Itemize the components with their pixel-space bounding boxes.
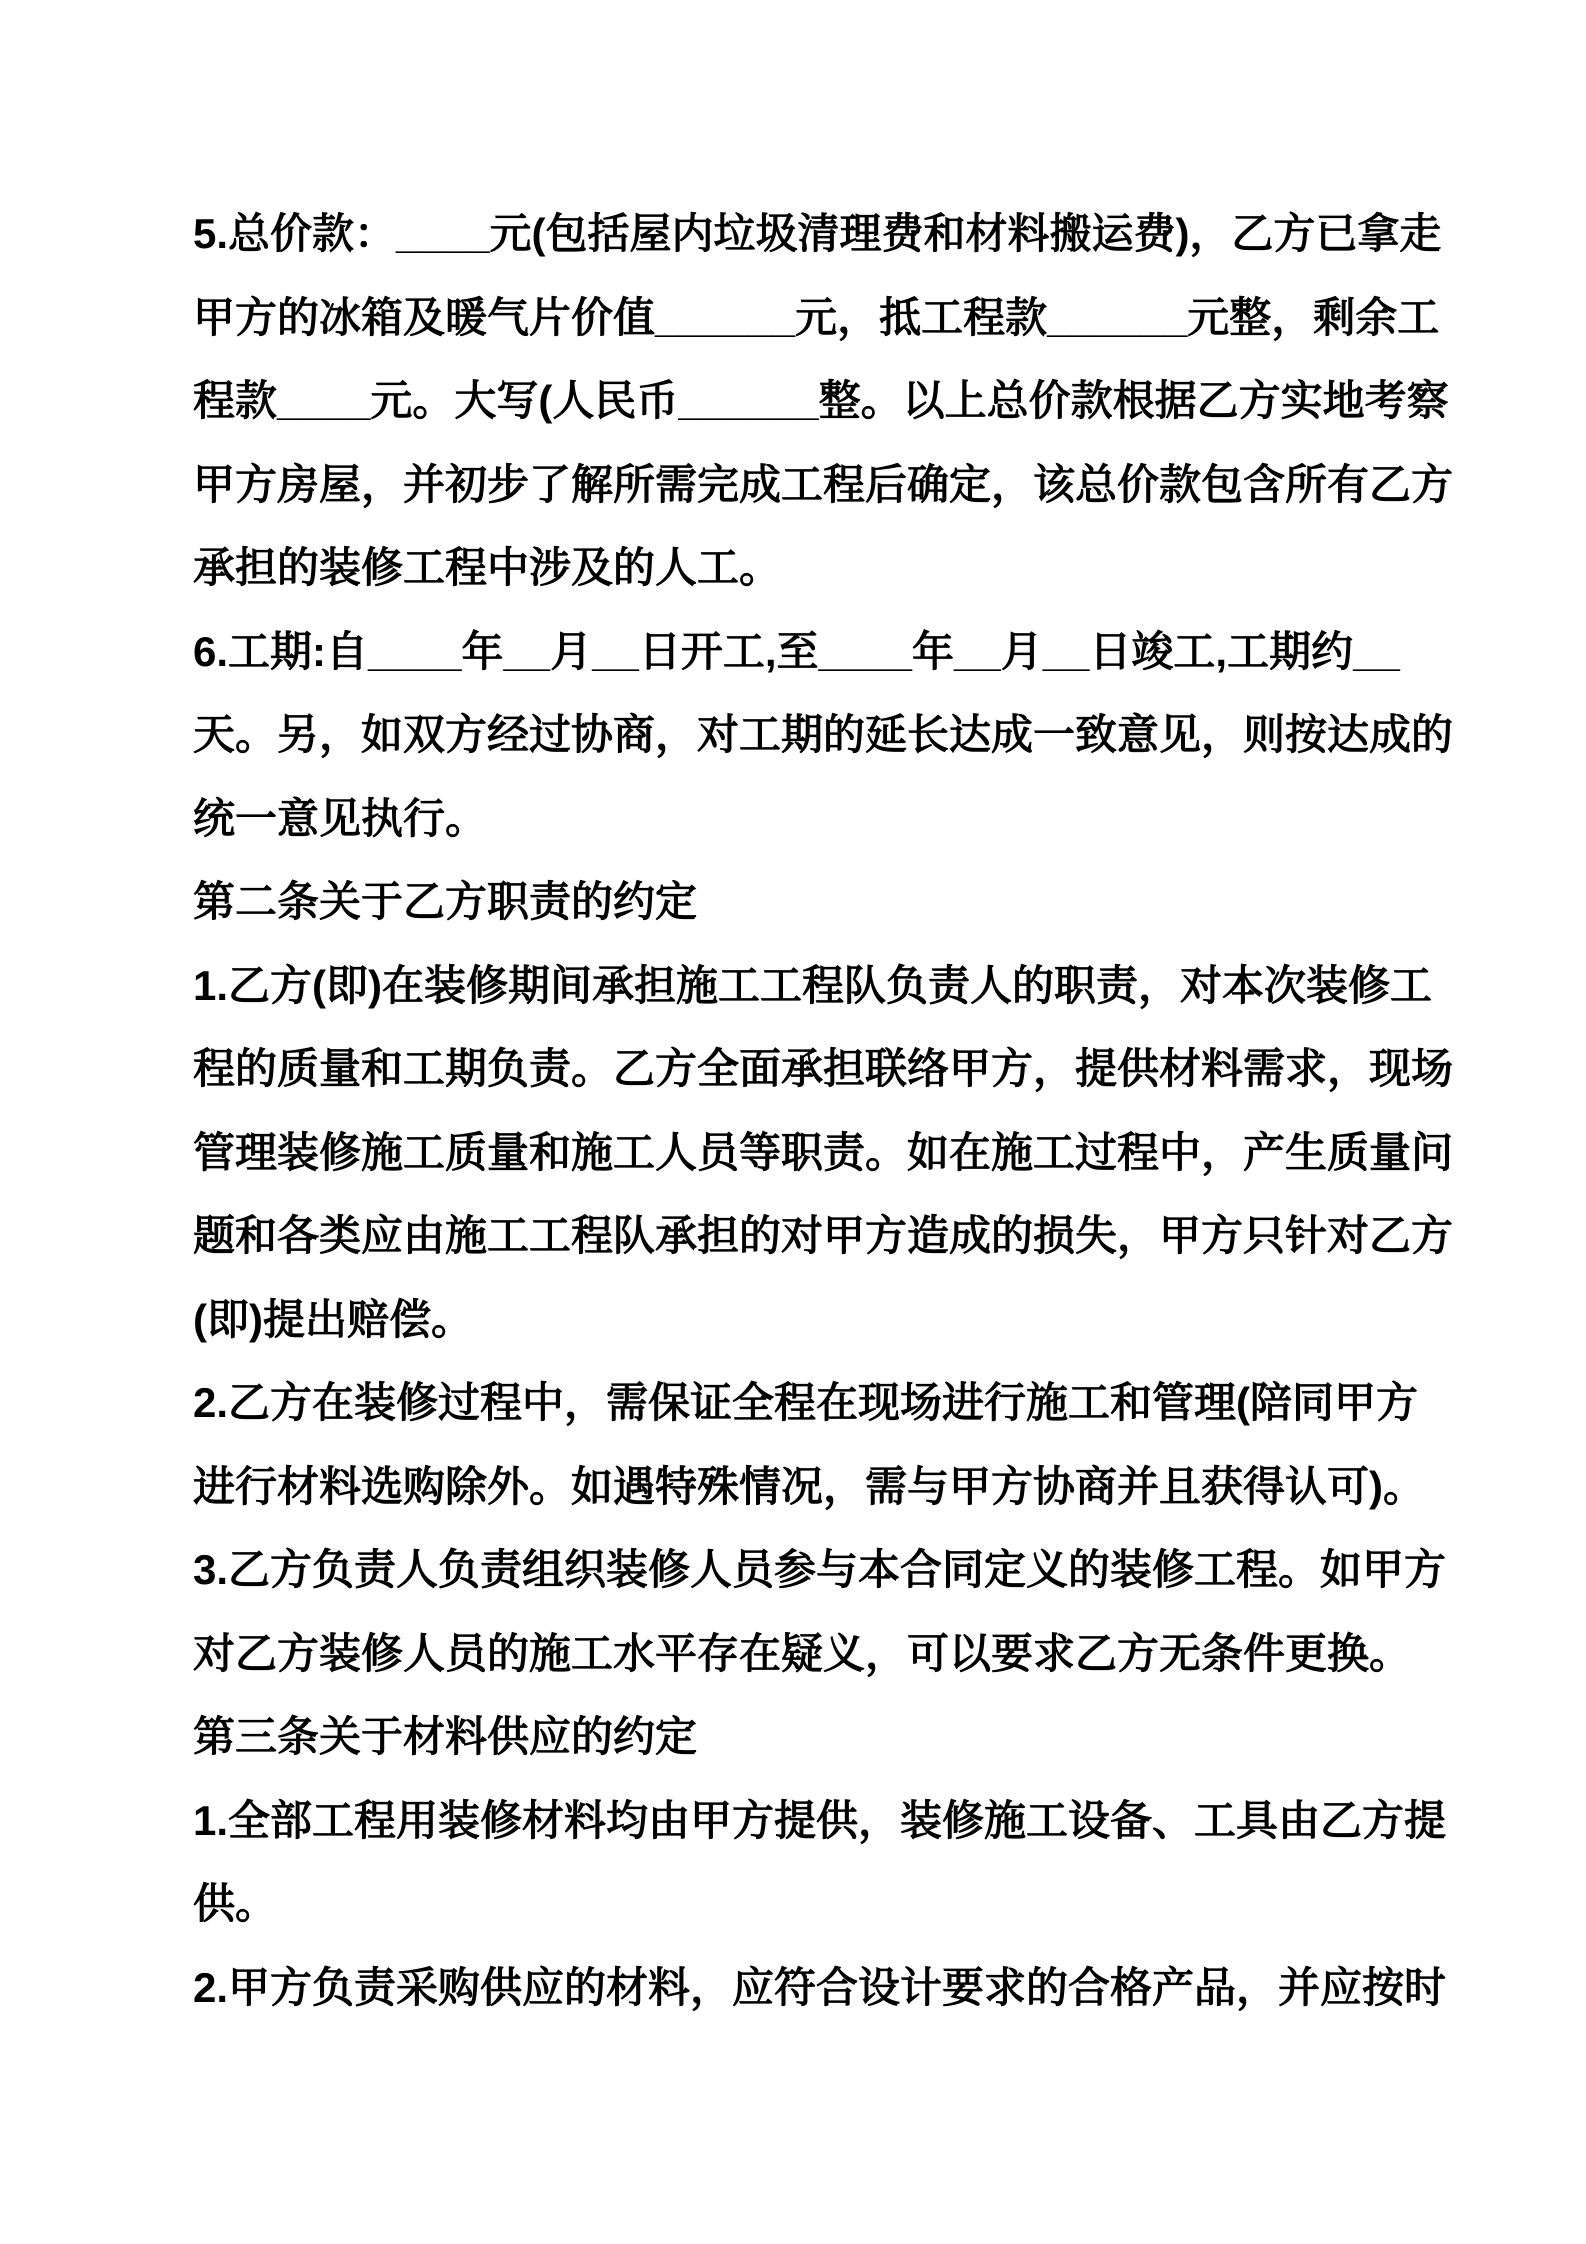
text-line: 2.乙方在装修过程中，需保证全程在现场进行施工和管理(陪同甲方 [193, 1379, 1419, 1426]
text-line: 3.乙方负责人负责组织装修人员参与本合同定义的装修工程。如甲方 [193, 1546, 1447, 1593]
text-line: 承担的装修工程中涉及的人工。 [193, 544, 782, 591]
section-heading: 第三条关于材料供应的约定 [193, 1713, 698, 1760]
text-line: 2.甲方负责采购供应的材料，应符合设计要求的合格产品，并应按时 [193, 1963, 1447, 2011]
text-line: 进行材料选购除外。如遇特殊情况，需与甲方协商并且获得认可)。 [193, 1462, 1425, 1510]
text-line: 供。 [193, 1880, 278, 1927]
text-line: 程款____元。大写(人民币______整。以上总价款根据乙方实地考察 [193, 377, 1449, 424]
text-line: 管理装修施工质量和施工人员等职责。如在施工过程中，产生质量问 [193, 1128, 1454, 1176]
text-line: 6.工期:自____年__月__日开工,至____年__月__日竣工,工期约__ [193, 627, 1400, 675]
text-line: 题和各类应由施工工程队承担的对甲方造成的损失，甲方只针对乙方 [193, 1212, 1454, 1259]
text-line: 天。另，如双方经过协商，对工期的延长达成一致意见，则按达成的 [193, 711, 1454, 758]
text-line: (即)提出赔偿。 [193, 1295, 473, 1343]
text-line: 1.乙方(即)在装修期间承担施工工程队负责人的职责，对本次装修工 [193, 961, 1433, 1009]
contract-text-block [193, 192, 1454, 2029]
text-line: 程的质量和工期负责。乙方全面承担联络甲方，提供材料需求，现场 [193, 1045, 1454, 1092]
section-heading: 第二条关于乙方职责的约定 [193, 878, 698, 925]
text-line: 对乙方装修人员的施工水平存在疑义，可以要求乙方无条件更换。 [193, 1629, 1412, 1677]
text-line: 1.全部工程用装修材料均由甲方提供，装修施工设备、工具由乙方提 [193, 1796, 1447, 1844]
text-line: 甲方的冰箱及暖气片价值______元，抵工程款______元整，剩余工 [193, 293, 1440, 341]
text-line: 甲方房屋，并初步了解所需完成工程后确定，该总价款包含所有乙方 [193, 460, 1454, 508]
text-line: 5.总价款：____元(包括屋内垃圾清理费和材料搬运费)，乙方已拿走 [193, 210, 1442, 257]
text-line: 统一意见执行。 [193, 794, 488, 842]
